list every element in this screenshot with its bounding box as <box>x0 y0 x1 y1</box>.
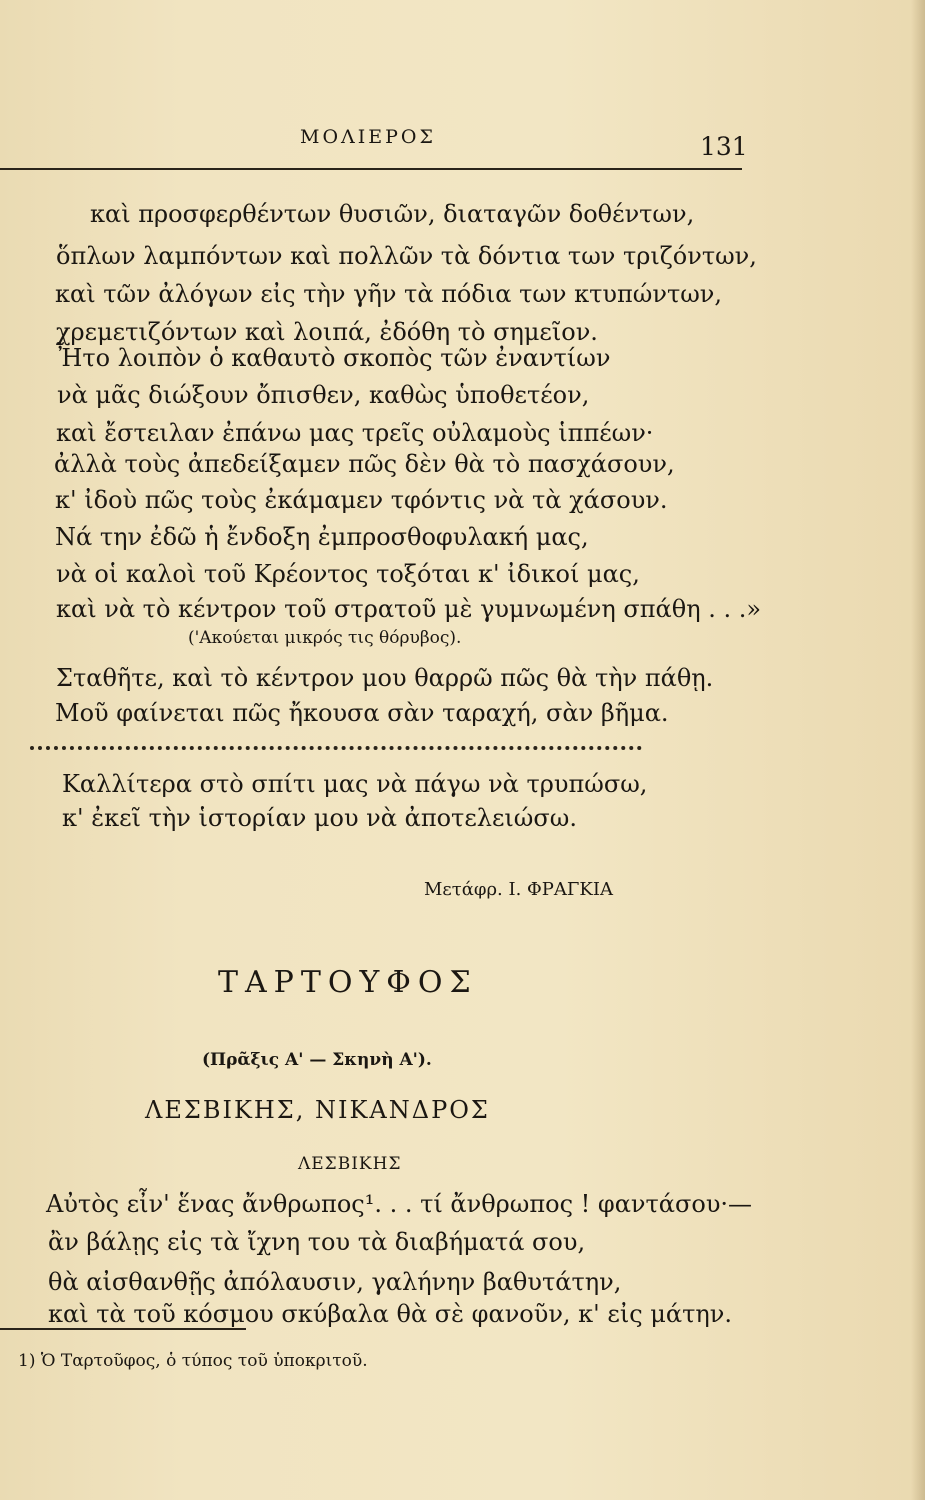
act-scene-heading: (Πρᾶξις Α' — Σκηνὴ Α'). <box>202 1050 432 1070</box>
running-header-title: ΜΟΛΙΕΡΟΣ <box>300 126 436 148</box>
verse-line: νὰ μᾶς διώξουν ὄπισθεν, καθὼς ὑποθετέον, <box>57 381 590 409</box>
verse-line: ἀλλὰ τοὺς ἀπεδείξαμεν πῶς δὲν θὰ τὸ πασχάσουν, <box>54 450 675 478</box>
verse-line: κ' ἰδοὺ πῶς τοὺς ἐκάμαμεν τφόντις νὰ τὰ χάσουν. <box>55 486 668 514</box>
verse-line: νὰ οἱ καλοὶ τοῦ Κρέοντος τοξόται κ' ἰδικοί μας, <box>56 560 640 588</box>
verse-line: κ' ἐκεῖ τὴν ἱστορίαν μου νὰ ἀποτελειώσω. <box>62 804 577 832</box>
omission-dots <box>30 746 642 750</box>
scene-characters: ΛΕΣΒΙΚΗΣ, ΝΙΚΑΝΔΡΟΣ <box>145 1096 490 1124</box>
verse-line: Νά την ἐδῶ ἡ ἔνδοξη ἐμπροσθοφυλακή μας, <box>55 523 589 551</box>
verse-line: καὶ νὰ τὸ κέντρον τοῦ στρατοῦ μὲ γυμνωμένη σπάθη . . .» <box>56 595 762 623</box>
footnote-rule <box>0 1328 246 1330</box>
page-number: 131 <box>700 132 748 161</box>
verse-line: καὶ τῶν ἀλόγων εἰς τὴν γῆν τὰ πόδια των κτυπώντων, <box>55 280 723 308</box>
verse-line: καὶ προσφερθέντων θυσιῶν, διαταγῶν δοθέντων, <box>90 200 695 228</box>
verse-line: ἂν βάλῃς εἰς τὰ ἴχνη του τὰ διαβήματά σου, <box>48 1228 586 1256</box>
footnote: 1) Ὁ Ταρτοῦφος, ὁ τύπος τοῦ ὑποκριτοῦ. <box>18 1351 368 1371</box>
verse-line: καὶ ἔστειλαν ἐπάνω μας τρεῖς οὐλαμοὺς ἱππέων· <box>56 419 654 447</box>
page-edge-shadow <box>911 0 925 1500</box>
verse-line: Ἦτο λοιπὸν ὁ καθαυτὸ σκοπὸς τῶν ἐναντίων <box>56 344 611 372</box>
verse-line: Αὐτὸς εἶν' ἕνας ἄνθρωπος¹. . . τί ἄνθρωπος ! φαντάσου·— <box>46 1190 753 1218</box>
play-title: ΤΑΡΤΟΥΦΟΣ <box>218 965 478 1000</box>
verse-line: θὰ αἰσθανθῇς ἀπόλαυσιν, γαλήνην βαθυτάτην, <box>48 1268 622 1296</box>
verse-line: Σταθῆτε, καὶ τὸ κέντρον μου θαρρῶ πῶς θὰ τὴν πάθῃ. <box>56 664 714 692</box>
header-rule <box>0 168 742 170</box>
speaker-name: ΛΕΣΒΙΚΗΣ <box>298 1154 402 1174</box>
translator-signature: Μετάφρ. Ι. ΦΡΑΓΚΙΑ <box>424 879 613 900</box>
verse-line: χρεμετιζόντων καὶ λοιπά, ἐδόθη τὸ σημεῖον. <box>56 318 598 346</box>
verse-line: καὶ τὰ τοῦ κόσμου σκύβαλα θὰ σὲ φανοῦν, κ' εἰς μάτην. <box>48 1300 732 1328</box>
verse-line: Καλλίτερα στὸ σπίτι μας νὰ πάγω νὰ τρυπώσω, <box>62 770 648 798</box>
stage-direction: ('Ακούεται μικρός τις θόρυβος). <box>188 628 462 648</box>
verse-line: Μοῦ φαίνεται πῶς ἤκουσα σὰν ταραχή, σὰν βῆμα. <box>55 699 669 727</box>
verse-line: ὅπλων λαμπόντων καὶ πολλῶν τὰ δόντια των τριζόντων, <box>56 242 757 270</box>
